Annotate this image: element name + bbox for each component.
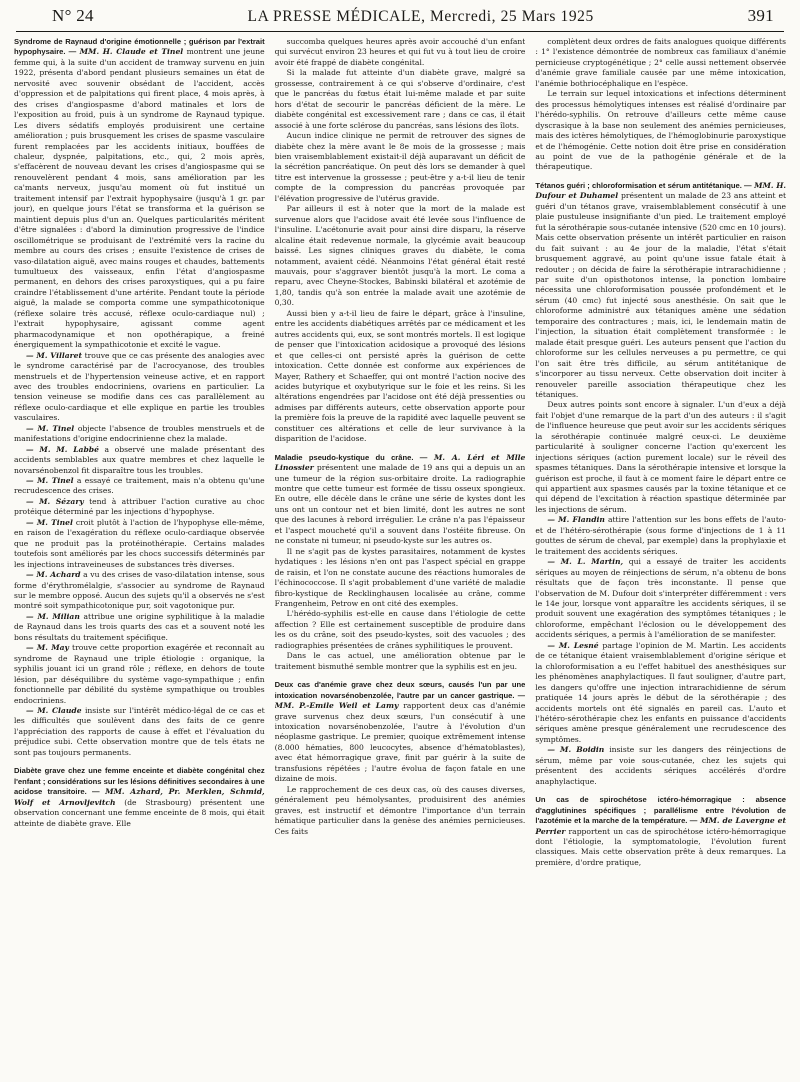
- body-text: Il ne s'agit pas de kystes parasitaires, notamment de kystes hydatiques : les lésions n'en ont pas l'aspect spécial en grappe de raisin, et l'on ne constate aucune des réactions humorales de l'échinococcose. Il s'agit probablement d'une variété de maladie fibro-kystique de Recklinghausen localisée au crâne, comme Frangenheim, Petrow en ont cité des exemples.: [274, 546, 526, 609]
- author-names: — M. Flandin: [547, 515, 605, 525]
- section-gap: [275, 445, 526, 453]
- author-names: — M. Tinel: [26, 476, 74, 486]
- body-text: rapportent un cas de spirochétose ictéro-hémorragique dont l'étiologie, la symptomatologie, l'évolution furent classiques. Mais cette observation prête à deux remarques. La première, d'ordre pratique,: [535, 826, 787, 867]
- article-paragraph: [275, 651, 526, 672]
- author-names: MM. H. Dufour et Duhamel: [535, 180, 787, 201]
- article-paragraph: [14, 445, 265, 476]
- author-names: MM. de Lavergne et Perrier: [535, 816, 786, 836]
- article-paragraph: [275, 131, 526, 204]
- body-text: Aucun indice clinique ne permit de retrouver des signes de diabète chez la mère avant le 8e mois de la grossesse ; mais bien vraisemblablement existait-il déjà auparavant un déficit de la sécrétion pancréatique. On peut dès lors se demander à quel titre est intervenue la grossesse ; peut-être y a-t-il lieu de tenir compte de la compression du pancréas provoquée par l'élévation progressive de l'utérus gravide.: [274, 131, 526, 203]
- author-names: MM. P.-Emile Weil et Lamy: [274, 701, 399, 711]
- body-text: insiste sur l'intérêt médico-légal de ce cas et les difficultés que soulèvent dans des faits de ce genre l'appréciation des rapports de cause à effet et l'évaluation du préjudice subi. Cette observation montre que de tels états ne sont pas toujours permanents.: [14, 706, 265, 757]
- body-text: Le terrain sur lequel intoxications et infections déterminent des processus hémolytiques intenses est réalisé d'ordinaire par l'hérédo-syphilis. On retrouve d'ailleurs cette même cause dyscrasique à la base non seulement des anémies pernicieuses, mais des ictères hémolytiques, de l'hémoglobinurie paroxystique et de l'hémogénie. Cette notion doit être prise en considération au point de vue de la pathogénie générale et de la thérapeutique.: [535, 89, 787, 172]
- body-text: présentent un malade de 23 ans atteint et guéri d'un tétanos grave, vraisemblablement consécutif à une plaie pustuleuse insignifiante d'un pied. Le traitement employé fut la sérothérapie sous-cutanée intensive (520 cmc en 10 jours). Mais cette observation présente un intérêt particulier en raison du fait suivant : au 4e jour de la maladie, l'état s'était brusquement aggravé, au point qu'une issue fatale était à redouter ; on décida de faire la sérothérapie intrarachidienne ; par suite d'un opisthotonos intense, la ponction lombaire nécessita une chloroformisation poussée profondément et le sérum (40 cmc) fut injecté sous anesthésie. On sait que le chloroforme administré aux tétaniques amène une sédation temporaire des contractures ; mais, ici, le lendemain matin de l'injection, la situation était complètement transformée : le malade était presque guéri. Les auteurs pensent que l'action du chloroforme sur les cellules nerveuses a pu permettre, ce qui l'on sait être très difficile, au sérum antitétanique de s'incorporer au tissu nerveux. Cette observation doit inciter à renouveler pareille association thérapeutique chez les tétaniques.: [535, 191, 787, 399]
- column-3: [535, 37, 786, 1062]
- article-heading-paragraph: [535, 181, 786, 401]
- author-names: — M. Boidin: [547, 745, 605, 755]
- article-paragraph: [275, 309, 526, 445]
- body-text: montrent une jeune femme qui, à la suite d'un accident de tramway survenu en juin 1922, présenta d'abord pendant plusieurs semaines un état de nervosité avec souvenir obsédant de l'accident, accès d'oppression et de palpitations qui firent place, 4 mois après, à des crises d'angiospasme d'abord matinales et lors de l'exposition au froid, puis à un syndrome de Raynaud typique. Les divers sédatifs employés produisirent une certaine amélioration ; puis brusquement les crises de spasme vasculaire furent remplacées par les accidents initiaux, bouffées de chaleur, dyspnée, palpitations, etc., qui, 2 mois après, s'effacèrent de nouveau devant les crises d'angiospasme qui se renouvelèrent pendant 4 mois, sans amélioration par les ca'mants nerveux, jusqu'au moment où fut institué un traitement intensif par l'extrait hypophysaire (jusqu'à 1 gr. par jour), en quelque jours l'état se transforma et la guérison se maintient depuis plus d'un an. Quelques particularités méritent d'être signalées : d'abord la diminution progressive de l'indice oscillométrique se produisant de l'extrémité vers la racine du membre au cours des crises ; ensuite l'existence de crises de vaso-dilatation aiguë, avec mains rouges et chaudes, battements tumultueux des vaisseaux, enfin l'état d'angiospasme permanent, en dehors des crises paroxystiques, qui a pu faire craindre l'établissement d'une artérite. Pendant toute la période aiguë, la malade se comporta comme une sympathicotonique (réflexe solaire très accusé, réflexe oculo-cardiaque nul) ; l'extrait hypophysaire, agissant comme agent pharmacodynamique et non opothérapique, a freiné énergiquement la sympathicotonie et excité le vague.: [14, 47, 265, 350]
- body-text: qui a essayé de traiter les accidents sériques au moyen de réinjections de sérum, n'a obtenu de bons résultats que de façon très inconstante. Il pense que l'observation de M. Dufour doit s'interpréter différemment : vers le 14e jour, lorsque vont apparaître les accidents sériques, il se produit souvent une exagération des symptômes tétaniques ; le chloroforme, empêchant l'éclosion ou le développement des accidents sériques, a permis à l'amélioration de se manifester.: [535, 557, 787, 640]
- article-heading-paragraph: [275, 453, 526, 547]
- article-heading-paragraph: [535, 795, 786, 868]
- article-paragraph: [535, 745, 786, 787]
- body-text: présentent une malade de 19 ans qui a depuis un an une tumeur de la région sus-orbitaire droite. La radiographie montre que cette tumeur est formée de tissu osseux spongieux. En outre, elle décèle dans le crâne une série de kystes dont les uns ont un contour net et bien limité, dont les autres ne sont que des lacunes à rebord irrégulier. Le crâne n'a pas l'épaisseur et l'aspect moucheté qu'il a souvent dans l'ostéite fibreuse. On ne constate ni tumeur, ni pseudo-kyste sur les autres os.: [274, 463, 526, 546]
- masthead-title: LA PRESSE MÉDICALE, Mercredi, 25 Mars 1925: [247, 8, 594, 25]
- article-paragraph: [535, 557, 786, 641]
- article-paragraph: [535, 400, 786, 515]
- article-paragraph: [275, 204, 526, 309]
- article-heading: Tétanos guéri ; chloroformisation et sérum antitétanique. —: [535, 180, 752, 190]
- author-names: — M. Tinel: [26, 423, 75, 433]
- page-number: 391: [747, 6, 774, 25]
- text-columns: [12, 37, 788, 1062]
- author-names: — M. Villaret: [26, 350, 82, 360]
- author-names: — M. L. Martin,: [547, 557, 624, 567]
- article-paragraph: [535, 89, 786, 173]
- article-paragraph: [535, 641, 786, 746]
- body-text: trouve que ce cas présente des analogies avec le syndrome caractérisé par de l'acrocyanose, des troubles menstruels et de l'hypertension veineuse active, et en rapport avec des troubles endocriniens, ovariens en particulier. La tension veineuse se modifie dans ces cas parallèlement au réflexe oculo-cardiaque et elle explique en partie les troubles vasculaires.: [14, 350, 265, 423]
- body-text: L'hérédo-syphilis est-elle en cause dans l'étiologie de cette affection ? Elle est certainement susceptible de produire dans les os du crâne, soit des pseudo-kystes, soit des vacuoles ; des radiographies présentées de crânes syphilitiques le prouvent.: [274, 609, 526, 650]
- author-names: — M. M. Labbé: [26, 444, 99, 454]
- body-text: trouve cette proportion exagérée et reconnaît au syndrome de Raynaud une triple étiologie : organique, la syphilis jouant ici un grand rôle ; réflexe, en dehors de toute lésion, par déséquilibre du système vago-sympathique ; enfin fonctionnelle par débilité du système sympathique ou troubles endocriniens.: [14, 643, 265, 705]
- author-names: — M. Achard: [26, 570, 81, 580]
- article-paragraph: [275, 68, 526, 131]
- section-gap: [14, 758, 265, 766]
- article-paragraph: [275, 37, 526, 68]
- header-rule: [16, 31, 784, 32]
- body-text: Dans le cas actuel, une amélioration obtenue par le traitement bismuthé semble montrer que la syphilis est en jeu.: [274, 651, 526, 671]
- body-text: attribue une origine syphilitique à la maladie de Raynaud dans les trois quarts des cas et a souvent noté les bons résultats du traitement spécifique.: [14, 611, 265, 642]
- body-text: Le rapprochement de ces deux cas, où des causes diverses, généralement peu hémolysantes, produisirent des anémies graves, est instructif et démontre l'importance d'un terrain hématique particulier dans la genèse des anémies pernicieuses. Ces faits: [274, 784, 526, 836]
- article-paragraph: [535, 515, 786, 557]
- article-heading-paragraph: [14, 766, 265, 829]
- body-text: succomba quelques heures après avoir accouché d'un enfant qui survécut environ 23 heures et qui fut vu à tout lieu de croire avoir été frappé de diabète congénital.: [274, 37, 526, 67]
- body-text: a essayé ce traitement, mais n'a obtenu qu'une recrudescence des crises.: [14, 476, 265, 496]
- body-text: Aussi bien y a-t-il lieu de faire le départ, grâce à l'insuline, entre les accidents diabétiques arrêtés par ce médicament et les autres accidents qui, eux, se sont montrés mortels. Il est logique de penser que l'intoxication acidosique a provoqué des lésions et que celles-ci ont persisté après la guérison de cette intoxication. Cette donnée est conforme aux expériences de Mayer, Rathery et Schaeffer, qui ont montré l'action nocive des acides butyrique et oxybutyrique sur le foie et les reins. Si les altérations engendrées par l'acidose ont été déjà pressenties ou admises par différents auteurs, cette observation apporte pour la première fois la preuve de la rapidité avec laquelle peuvent se constituer ces altérations et celle de leur survivance à la disparition de l'acidose.: [274, 308, 526, 444]
- body-text: a observé une malade présentant des accidents semblables aux quatre membres et chez laquelle le novarsénobenzol fit disparaître tous les troubles.: [14, 444, 265, 475]
- author-names: MM. Azhard, Pr. Merklen, Schmid, Wolf et Arnovljevitch: [14, 787, 265, 807]
- article-heading: Diabète grave chez une femme enceinte et diabète congénital chez l'enfant ; considérations sur les lésions définitives secondaires à une acidose transitoire. —: [14, 766, 265, 797]
- body-text: partage l'opinion de M. Martin. Les accidents de ce tétanique étaient vraisemblablement d'origine sérique et la chloroformisation a eu l'effet habituel des anesthésiques sur les phénomènes anaphylactiques. Il faut souligner, d'autre part, les dangers qu'offre une injection intrarachidienne de sérum pratiquée 14 jours après le début de la sérothérapie ; des accidents mortels ont été signalés en pareil cas. L'auto et l'hétéro-sérothérapie chez les enfants en puissance d'accidents sériques amène presque généralement une recrudescence des symptômes.: [535, 640, 787, 744]
- article-paragraph: [535, 37, 786, 89]
- article-paragraph: [14, 643, 265, 706]
- article-paragraph: [14, 476, 265, 497]
- body-text: objecte l'absence de troubles menstruels et de manifestations d'origine endocrinienne chez la malade.: [14, 423, 265, 444]
- issue-number: N° 24: [52, 6, 94, 25]
- author-names: — M. Milian: [26, 611, 80, 621]
- article-paragraph: [14, 497, 265, 518]
- section-gap: [535, 173, 786, 181]
- body-text: tend à attribuer l'action curative au choc protéique déterminé par les injections d'hypophyse.: [14, 496, 265, 517]
- body-text: a vu des crises de vaso-dilatation intense, sous forme d'érythromélalgie, s'associer au syndrome de Raynaud sur le membre opposé. Aucun des sujets qu'il a observés ne s'est montré soit sympathicotonique pur, soit vagotonique pur.: [14, 570, 265, 611]
- body-text: attire l'attention sur les bons effets de l'auto- et de l'hétéro-sérothérapie (sous forme d'injections de 1 à 11 gouttes de sérum de cheval, par exemple) dans la prophylaxie et le traitement des accidents sériques.: [535, 515, 787, 556]
- article-heading: Un cas de spirochétose ictéro-hémorragique : absence d'agglutinines spécifiques ; parallélisme entre l'évolution de l'azotémie et la marche de la température. —: [535, 795, 787, 826]
- article-paragraph: [14, 424, 265, 445]
- article-heading-paragraph: [275, 680, 526, 785]
- article-heading-paragraph: [14, 37, 265, 351]
- author-names: — M. Tinel: [26, 517, 73, 527]
- author-names: — M. Lesné: [547, 640, 599, 650]
- article-paragraph: [14, 612, 265, 643]
- author-names: M. A. Léri et Mlle Linossier: [274, 452, 526, 473]
- body-text: rapportent deux cas d'anémie grave survenus chez deux sœurs, l'un consécutif à une intoxication novarsénobenzolée, l'autre à l'évolution d'un néoplasme gastrique. Le premier, quoique extrêmement intense (8.000 hématies, 800 leucocytes, absence d'hématoblastes), avec état hémorragique grave, finit par guérir à la suite de transfusions répétées ; l'autre évolua de façon fatale en une dizaine de mois.: [274, 701, 526, 784]
- body-text: Si la malade fut atteinte d'un diabète grave, malgré sa grossesse, contrairement à ce qui s'observe d'ordinaire, c'est que le pancréas du fœtus était lui-même malade et par suite hors d'état de secourir le pancréas déficient de la mère. Le diabète congénital est excessivement rare ; dans ce cas, il était associé à une forte sclérose du pancréas, sans lésions des îlots.: [274, 68, 526, 130]
- article-paragraph: [275, 609, 526, 651]
- article-paragraph: [14, 706, 265, 758]
- body-text: complètent deux ordres de faits analogues quoique différents : 1° l'existence démontrée de nombreux cas familiaux d'anémie pernicieuse cryptogénétique ; 2° celle aussi nettement observée d'anémie grave familiale causée par une même intoxication, l'anémie bothriocéphalique en l'espèce.: [535, 37, 787, 88]
- body-text: Par ailleurs il est à noter que la mort de la malade est survenue alors que l'acidose avait été levée sous l'influence de l'insuline. L'acétonurie avait pour ainsi dire disparu, la réserve alcaline était redevenue normale, la glycémie avait beaucoup baissé. Les signes cliniques graves du diabète, le coma notamment, avaient cédé. Néanmoins l'état général était resté mauvais, pour s'aggraver bientôt jusqu'à la mort. Le coma a reparu, avec Cheyne-Stockes, Babinski bilatéral et azotémie de 1,80, tandis qu'à son entrée la malade avait une azotémie de 0,30.: [274, 204, 526, 308]
- article-paragraph: [14, 518, 265, 570]
- author-names: MM. H. Claude et Tinel: [79, 47, 184, 57]
- author-names: — M. Claude: [26, 706, 82, 715]
- body-text: croit plutôt à l'action de l'hypophyse elle-même, en raison de l'exagération du réflexe oculo-cardiaque observée que ne produit pas la protéinothérapie. Certains malades toutefois sont améliorés par les chocs successifs déterminés par les injections intraveineuses de substances très diverses.: [14, 517, 265, 569]
- page-header: [12, 6, 788, 26]
- body-text: insiste sur les dangers des réinjections de sérum, même par voie sous-cutanée, chez les sujets qui présentent des accidents sériques accélérés d'ordre anaphylactique.: [535, 745, 787, 786]
- author-names: — M. Sézary: [26, 496, 84, 506]
- body-text: Deux autres points sont encore à signaler. L'un d'eux a déjà fait l'objet d'une remarque de la part d'un des auteurs : il s'agit de l'influence heureuse que peut avoir sur les accidents sériques la sérothérapie continuée malgré ceux-ci. Le deuxième particularité à souligner concerne l'action qu'exercent les injections sériques (action purement locale) sur le réveil des spasmes tétaniques. Dans la sérothérapie intensive et lorsque la guérison est proche, il faut à ce moment faire le départ entre ce qui appartient aux spasmes causés par la toxine tétanique et ce qui dépend de l'excitation à réaction spastique déterminée par les injections de sérum.: [535, 400, 787, 514]
- section-gap: [535, 787, 786, 795]
- author-names: — M. May: [26, 643, 69, 653]
- article-paragraph: [275, 785, 526, 837]
- article-paragraph: [275, 547, 526, 610]
- article-heading: Deux cas d'anémie grave chez deux sœurs, causés l'un par une intoxication novarsénobenzolée, l'autre par un cancer gastrique. —: [274, 680, 526, 700]
- article-heading: Syndrome de Raynaud d'origine émotionnelle ; guérison par l'extrait hypophysaire. —: [14, 37, 265, 57]
- article-heading: Maladie pseudo-kystique du crâne. —: [274, 452, 428, 462]
- column-2: [275, 37, 526, 1062]
- body-text: (de Strasbourg) présentent une observation concernant une femme enceinte de 8 mois, qui était atteinte de diabète grave. Elle: [14, 797, 265, 828]
- article-paragraph: [14, 351, 265, 424]
- section-gap: [275, 672, 526, 680]
- column-1: [14, 37, 265, 1062]
- article-paragraph: [14, 570, 265, 612]
